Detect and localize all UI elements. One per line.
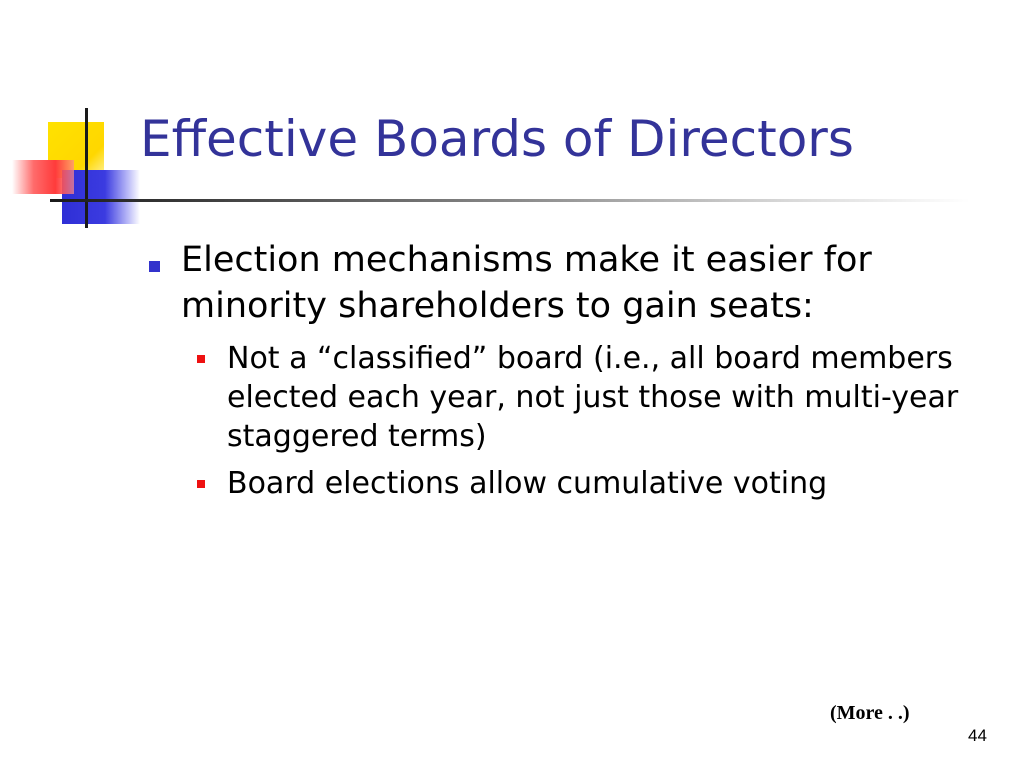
square-bullet-icon [197,355,205,363]
sub-bullet-item [145,339,985,456]
sub-bullet-text: Not a “classified” board (i.e., all board members elected each year, not just those with multi-year staggered terms) [227,341,959,454]
square-bullet-icon [197,480,205,488]
page-number: 44 [968,726,987,745]
title-underline [50,199,970,202]
logo-vertical-line [85,108,88,228]
more-note: (More . .) [830,702,910,724]
sub-bullet-text: Board elections allow cumulative voting [227,466,828,501]
slide-title: Effective Boards of Directors [140,110,854,168]
bullet-text: Election mechanisms make it easier for minority shareholders to gain seats: [181,240,872,326]
sub-bullet-item [145,464,985,503]
bullet-item [145,238,985,329]
logo-red-square [12,160,74,194]
slide-content [145,238,985,511]
square-bullet-icon [149,261,160,272]
decorative-logo [0,0,160,240]
